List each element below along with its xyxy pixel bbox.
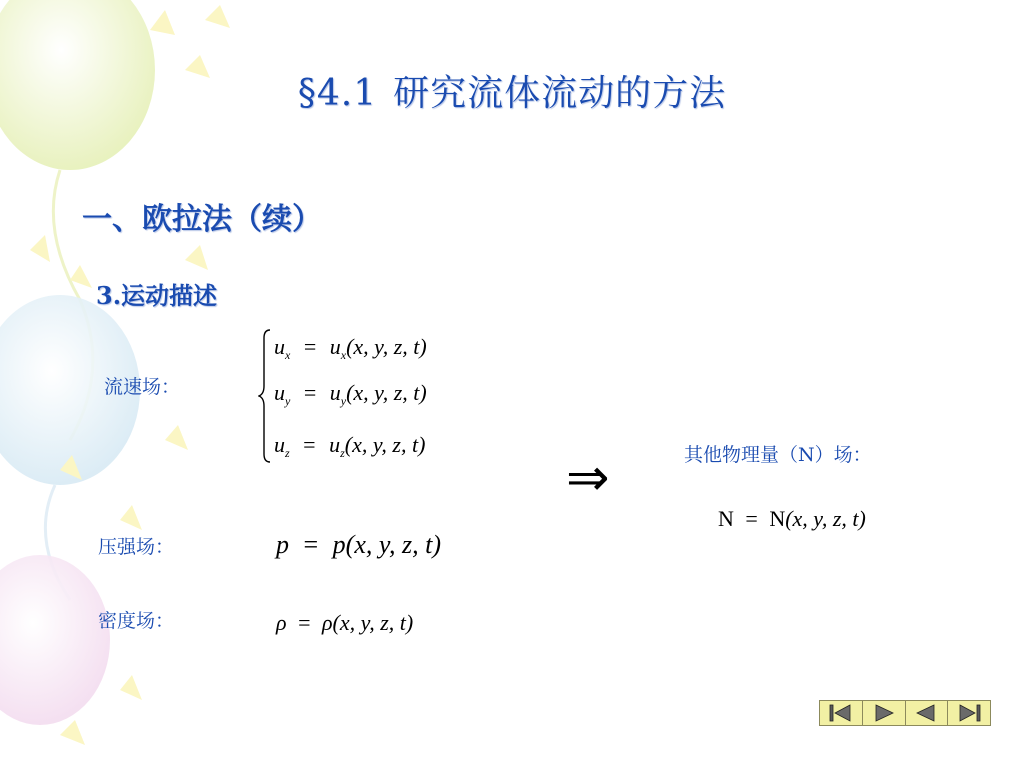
pressure-field-label: 压强场： [98, 536, 175, 558]
velocity-equation-z: $u_z = u_z(x$, y, z, t) [274, 432, 426, 460]
eq-rhs: u [329, 334, 341, 359]
eq-rhs: ρ [321, 610, 333, 635]
last-icon [956, 704, 982, 722]
eq-rhs: u [329, 432, 341, 457]
eq-rhs: u [329, 380, 341, 405]
eq-lhs-sub: y [285, 394, 291, 408]
eq-lhs-sub: x [285, 348, 291, 362]
eq-args: (x, y, z, t) [785, 506, 866, 531]
system-brace [258, 328, 272, 464]
velocity-equation-x: $u_x = u_x(x$, y, z, t) [274, 334, 427, 362]
eq-lhs: p [276, 530, 289, 559]
previous-icon [913, 704, 939, 722]
pressure-equation: p = p(x, y, z, t) [276, 530, 441, 559]
subsection-heading: 3.运动描述 [96, 281, 218, 310]
eq-lhs: u [274, 334, 285, 359]
first-slide-button[interactable] [820, 701, 863, 725]
velocity-field-label: 流速场： [104, 376, 181, 398]
eq-lhs-sub: z [285, 446, 290, 460]
last-slide-button[interactable] [948, 701, 990, 725]
eq-lhs: N [718, 506, 734, 531]
section-number: §4.1 [297, 73, 378, 114]
velocity-equation-y: $u_y = u_y(x$, y, z, t) [274, 380, 427, 408]
other-field-equation: N = N(x, y, z, t) [718, 506, 866, 531]
title-text: 研究流体流动的方法 [393, 73, 727, 114]
eq-rhs: N [769, 506, 786, 531]
eq-lhs: ρ [276, 610, 287, 635]
section-heading: 一、欧拉法（续） [82, 202, 322, 237]
eq-lhs: u [274, 432, 285, 457]
page-title [0, 73, 1024, 114]
other-field-label: 其他物理量（N）场： [684, 444, 872, 466]
next-icon [871, 704, 897, 722]
eq-args: (x, y, z, t) [346, 334, 427, 359]
next-slide-button[interactable] [863, 701, 906, 725]
implies-arrow-icon: ⇒ [566, 448, 610, 508]
previous-slide-button[interactable] [906, 701, 949, 725]
density-field-label: 密度场： [98, 610, 175, 632]
eq-rhs: p [332, 530, 346, 559]
eq-rhs-sub: y [340, 394, 347, 408]
eq-lhs: u [274, 380, 285, 405]
eq-rhs-sub: z [340, 446, 345, 460]
eq-args: (x, y, z, t) [346, 380, 427, 405]
density-equation: ρ = ρ(x, y, z, t) [276, 610, 414, 635]
slide-navigation [819, 700, 991, 726]
eq-args: (x, y, z, t) [332, 610, 414, 635]
eq-args: (x, y, z, t) [345, 530, 441, 559]
first-icon [828, 704, 854, 722]
eq-rhs-sub: x [340, 348, 347, 362]
eq-args: (x, y, z, t) [344, 432, 426, 457]
